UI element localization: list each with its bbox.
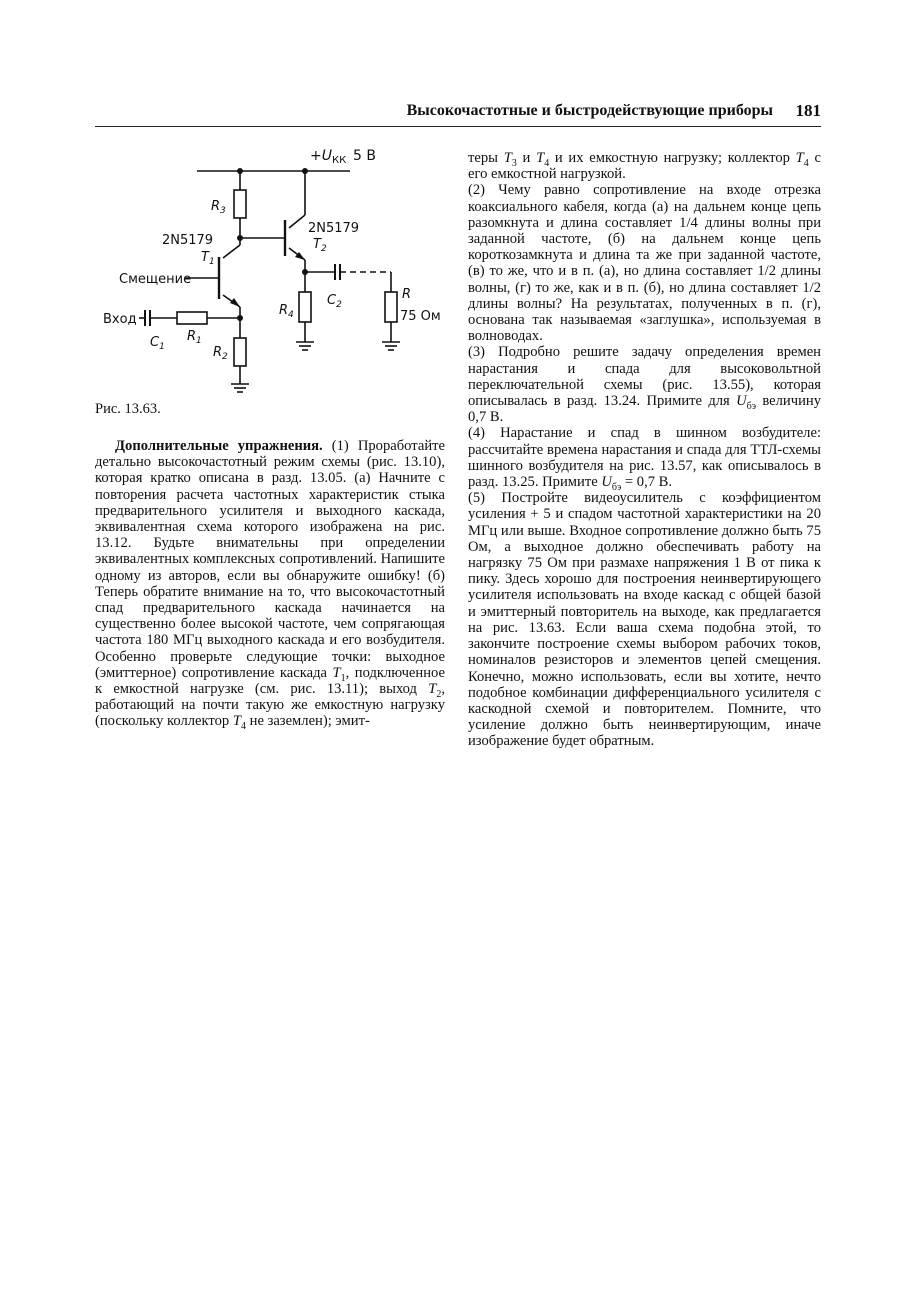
resistor-r1	[177, 312, 207, 324]
exercise-5: (5) Постройте видеоусилитель с коэффициентом усиления + 5 и спадом частотной характеристики на 20 МГц или выше. Входное сопротивление должно быть 75 Ом, а выходное должно обеспечивать работу на нагрязку 75 Ом при размахе напряжения 1 В от пика к пику. Здесь хорошо для построения неинвертирующего усилителя использовать на входе каскад с общей базой и эмиттерный повторитель на выходе, как предлагается на рис. 13.63. Если ваша схема подобна этой, то закончите построение схемы выбором рабочих токов, номиналов резисторов и элементов цепей смещения. Конечно, можно использовать, если вы хотите, нечто подобное комбинации дифференциального усилителя с каскодной схемой и повторителем. Помните, что усиление должно быть неинвертирующим, иначе изображение будет обратным.	[468, 490, 821, 750]
junction-dot	[302, 168, 308, 174]
label-supply: $+U_{КК}$	[310, 148, 347, 166]
junction-dot	[237, 235, 243, 241]
label-t1-part: 2N5179	[162, 233, 214, 248]
label-supply-value: 5 В	[353, 148, 376, 164]
resistor-r3	[234, 190, 246, 218]
label-input: Вход	[103, 312, 137, 327]
t1-emitter-arrow	[230, 298, 240, 307]
label-t2: $T_2$	[313, 237, 327, 254]
running-header	[95, 100, 821, 127]
page-number: 181	[795, 101, 821, 120]
label-t1: $T_1$	[201, 250, 215, 267]
junction-dot	[237, 168, 243, 174]
label-r3: $R_3$	[211, 199, 226, 216]
label-r-load: R	[402, 287, 412, 302]
label-c1: $C_1$	[150, 335, 165, 352]
label-r2: $R_2$	[213, 345, 228, 362]
right-column	[468, 150, 821, 750]
junction-dot	[302, 269, 308, 275]
exercise-4: (4) Нарастание и спад в шинном возбудителе: рассчитайте времена нарастания и спада для ТТЛ-схемы шинного возбудителя на рис. 13.57, как описывалось в разд. 13.25. Примите $U_{бэ} = 0,7$ В.	[468, 425, 821, 493]
label-r4: $R_4$	[279, 303, 294, 320]
exercise-1-continuation: теры $T_3$ и $T_4$ и их емкостную нагрузку; коллектор $T_4$ с его емкостной нагрузкой.	[468, 150, 821, 183]
circuit-diagram	[95, 140, 441, 405]
label-bias: Смещение	[119, 272, 192, 287]
junction-dot	[237, 315, 243, 321]
label-r1: $R_1$	[187, 329, 202, 346]
resistor-r-load	[385, 292, 397, 322]
resistor-r2	[234, 338, 246, 366]
resistor-r4	[299, 292, 311, 322]
exercise-paragraph-1: Дополнительные упражнения. (1) Проработайте детально высокочастотный режим схемы (рис. 13.10), которая кратко описана в разд. 13.05. (а) Начните с повторения расчета частотных характеристик стыка предварительного усилителя и выходного каскада, эквивалентная схема которого изображена на рис. 13.12. Будьте внимательны при определении эквивалентных комплексных сопротивлений. Напишите одному из авторов, если вы обнаружите ошибку! (б) Теперь обратите внимание на то, что высокочастотный спад предварительного каскада начинается на существенно более высокой частоте, чем сопрягающая частота 180 МГц выходного каскада и его возбудителя. Особенно проверьте следующие точки: выходное (эмиттерное) сопротивление каскада $T_1$, подключенное к емкостной нагрузке (см. рис. 13.11); выход $T_2$, работающий на почти такую же емкостную нагрузку (поскольку коллектор $T_4$ не заземлен); эмит-	[95, 438, 445, 733]
exercise-3: (3) Подробно решите задачу определения времен нарастания и спада для высоковольтной переключательной схемы (рис. 13.55), которая описывалась в разд. 13.24. Примите для $U_{бэ}$ величину 0,7 В.	[468, 344, 821, 426]
exercises-heading: Дополнительные упражнения.	[115, 438, 323, 454]
chapter-title: Высокочастотные и быстродействующие приборы	[406, 102, 773, 119]
exercise-2: (2) Чему равно сопротивление на входе отрезка коаксиального кабеля, когда (а) на дальнем конце цепь разомкнута и длина составляет 1/4 длины волны при заданной частоте, (б) на дальнем конце цепь короткозамкнута и длина та же при заданной частоте, (в) то же, что и в п. (а), но длина составляет 1/2 длины волны, (г) то же, как и в п. (б), но длина составляет 1/2 длины волны? На результатах, полученных в п. (г), основана так называемая «заглушка», используемая в волноводах.	[468, 182, 821, 345]
label-c2: $C_2$	[327, 293, 342, 310]
figure-caption: Рис. 13.63.	[95, 401, 161, 417]
label-r-load-value: 75 Ом	[400, 309, 441, 324]
left-column	[95, 438, 445, 733]
label-t2-part: 2N5179	[308, 221, 360, 236]
